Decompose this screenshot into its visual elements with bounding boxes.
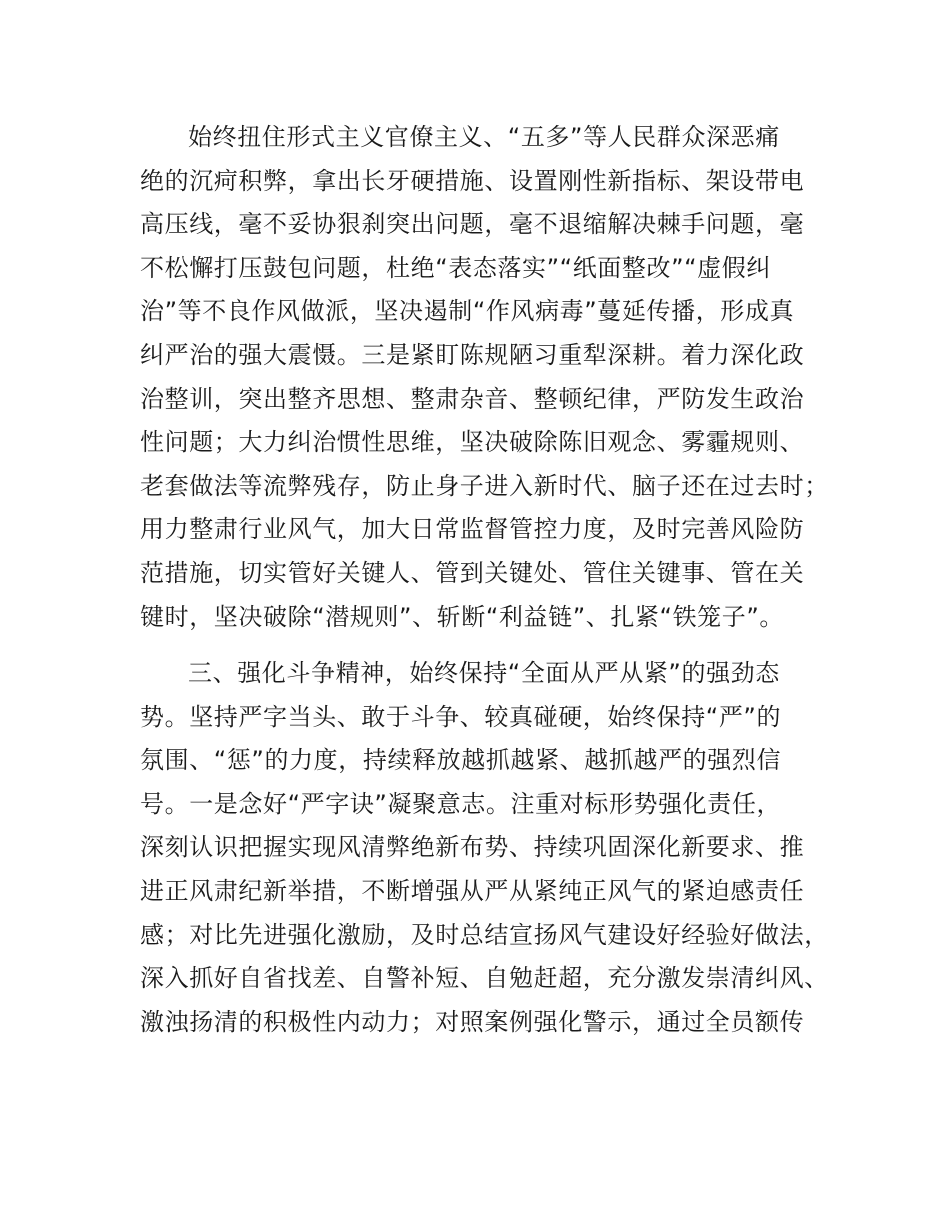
paragraph-line: 进正风肃纪新举措，不断增强从严从紧纯正风气的紧迫感责任	[140, 876, 805, 905]
paragraph-line: 不松懈打压鼓包问题，杜绝“表态落实”“纸面整改”“虚假纠	[140, 253, 771, 282]
paragraph-line: 深入抓好自省找差、自警补短、自勉赶超，充分激发崇清纠风、	[140, 964, 829, 993]
paragraph-line: 治整训，突出整齐思想、整肃杂音、整顿纪律，严防发生政治	[140, 384, 805, 413]
paragraph-2	[140, 652, 840, 1044]
paragraph-line: 高压线，毫不妥协狠刹突出问题，毫不退缩解决棘手问题，毫	[140, 210, 805, 239]
paragraph-line: 老套做法等流弊残存，防止身子进入新时代、脑子还在过去时；	[140, 471, 829, 500]
paragraph-line: 治”等不良作风做派，坚决遏制“作风病毒”蔓延传播，形成真	[140, 297, 795, 326]
paragraph-line: 始终扭住形式主义官僚主义、“五多”等人民群众深恶痛	[188, 123, 780, 151]
paragraph-line: 键时，坚决破除“潜规则”、斩断“利益链”、扎紧“铁笼子”。	[140, 602, 784, 631]
section-heading-line: 三、强化斗争精神，始终保持“全面从严从紧”的强劲态	[188, 659, 780, 687]
paragraph-line: 范措施，切实管好关键人、管到关键处、管住关键事、管在关	[140, 558, 805, 587]
paragraph-line: 激浊扬清的积极性内动力；对照案例强化警示，通过全员额传	[140, 1007, 805, 1036]
paragraph-line: 感；对比先进强化激励，及时总结宣扬风气建设好经验好做法，	[140, 920, 829, 949]
paragraph-line: 深刻认识把握实现风清弊绝新布势、持续巩固深化新要求、推	[140, 833, 805, 862]
paragraph-line: 势。坚持严字当头、敢于斗争、较真碰硬，始终保持“严”的	[140, 702, 782, 731]
paragraph-1	[140, 116, 840, 639]
paragraph-line: 号。一是念好“严字诀”凝聚意志。注重对标形势强化责任，	[140, 789, 782, 818]
paragraph-line: 用力整肃行业风气，加大日常监督管控力度，及时完善风险防	[140, 515, 805, 544]
paragraph-line: 纠严治的强大震慑。三是紧盯陈规陋习重犁深耕。着力深化政	[140, 340, 805, 369]
paragraph-line: 绝的沉疴积弊，拿出长牙硬措施、设置刚性新指标、架设带电	[140, 166, 805, 195]
paragraph-line: 氛围、“惩”的力度，持续释放越抓越紧、越抓越严的强烈信	[140, 746, 782, 775]
paragraph-line: 性问题；大力纠治惯性思维，坚决破除陈旧观念、雾霾规则、	[140, 428, 805, 457]
